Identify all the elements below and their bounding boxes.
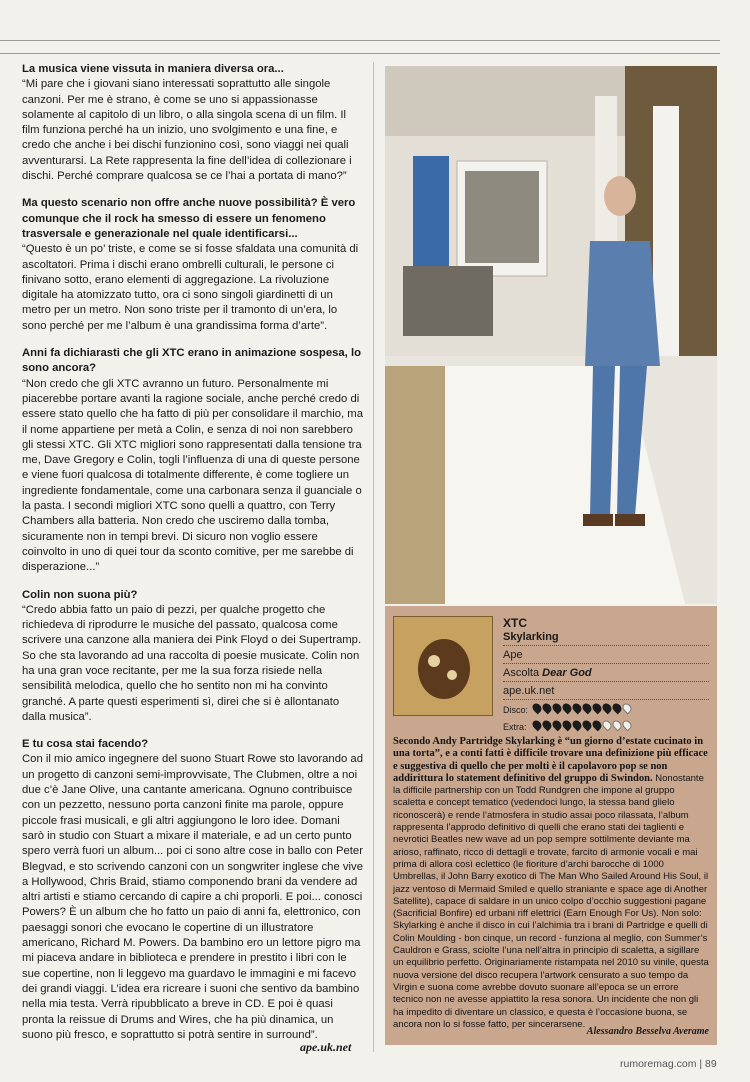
extra-rating	[503, 720, 709, 734]
footer-separator: |	[699, 1058, 706, 1070]
portrait-photo	[385, 66, 717, 604]
top-rule	[0, 40, 720, 41]
question: Anni fa dichiarasti che gli XTC erano in animazione sospesa, lo sono ancora?	[22, 347, 361, 375]
review-header	[393, 616, 709, 734]
answer: “Non credo che gli XTC avranno un futuro. Personalmente mi piacerebbe portare avanti la ragione sociale, anche perché credo di essere stato quello che ha fatto di più per consolidare il marchio, ma il nome appartiene per metà a Colin, e senza di noi non sarebbero gli stessi XTC. Gli XTC migliori sono rappresentati dalla tensione tra me, Dave Gregory e Colin, togli l’influenza di una di queste persone e viene fuori qualcosa di totalmente differente, è come togliere un ingrediente fondamentale, come una carbonara senza il guanciale o la pasta. I secondi migliori XTC sono quelli a quattro, con Terry Chambers alla batteria. Non credo che usciremo dalla tomba, sicuramente non in tempi brevi. Di sicuro non voglio essere coinvolto in uno di quei tour da sconto comitive, per me sarebbe di disperazione...”	[22, 377, 363, 574]
question: Colin non suona più?	[22, 588, 138, 601]
qa-1	[22, 62, 364, 184]
interview-website: ape.uk.net	[300, 1040, 352, 1054]
listen-track: Dear God	[542, 667, 592, 679]
question: E tu cosa stai facendo?	[22, 738, 149, 751]
rating-pin-icon	[621, 719, 634, 732]
column-divider	[373, 62, 374, 1052]
qa-2	[22, 196, 364, 334]
extra-label: Extra:	[503, 722, 527, 732]
disco-label: Disco:	[503, 705, 529, 715]
review-author: Alessandro Besselva Averame	[586, 1026, 709, 1037]
review-lead: Secondo Andy Partridge Skylarking è “un giorno d’estate cucinato in una torta”, e a conti fatti è difficile trovare una definizione più efficace e suggestiva di quello che per molti è il capolavoro pop se non addirittura lo statement definitivo del gruppo di Swindon.	[393, 736, 708, 784]
answer: “Credo abbia fatto un paio di pezzi, per qualche progetto che richiedeva di riprodurre le musiche del passato, qualcosa come scrivere una canzone alla maniera dei Pink Floyd o dei Supertramp. So che sta lavorando ad una raccolta di poesie musicate. Colin non ha una gran voce recitante, per me la sua forza risiede nella sensibilità melodica, quello che ho sentito non mi ha convinto granché. A parte questi esperimenti sì, direi che si è allontanato dalla musica”.	[22, 603, 362, 723]
album-cover-art	[394, 617, 492, 715]
interview-column	[22, 62, 364, 1055]
footer-site: rumoremag.com	[620, 1058, 697, 1070]
question: La musica viene vissuta in maniera diversa ora...	[22, 63, 284, 75]
review-body: Nonostante la difficile partnership con un Todd Rundgren che impone al gruppo scaletta e concept tematico (vedendoci lungo, la stessa band glielo riconoscerà) e rende l’atmosfera in studio assai poco rilassata, l’album rappresenta l’approdo definitivo di quelli che erano stati dei taglienti e nevrotici Beatles new wave ad un pop sempre sottilmente deviante ma arioso, raffinato, ricco di dettagli e trovate, farcito di armonie vocali e mai prima di allora così eclettico (le fioriture d’archi barocche di 1000 Umbrellas, il John Barry exotico di The Man Who Sailed Around His Soul, il jazz ventoso di Mermaid Smiled e quello straniante e space age di Another Satellite), capace di saldare in un unico colpo d’occhio suggestioni pagane (Sacrificial Bonfire) ed urbani riff elettrici (Earn Enough For Us). Non solo: Skylarking è anche il disco in cui l’alchimia tra i brani di Partridge e quelli di Colin Moulding - bon cinque, un record - funziona al meglio, con Summer’s Cauldron e Grass, sciolte l’una nell’altra in principio di scaletta, a sigillare un equilibrio perfetto. Originariamente ristampata nel 2010 su vinile, questa nuova versione del disco recupera l’artwork censurato a suo tempo da Virgin e suona come avrebbe dovuto suonare all’epoca se un errore tecnico non ne avesse appiattito la resa sonora. Un incidente che non gli ha impedito di diventare un classico, e questa è l’occasione buona, se ancora non lo si fosse fatto, per sincerarsene.	[393, 772, 709, 1030]
question: Ma questo scenario non offre anche nuove possibilità? È vero comunque che il rock ha smesso di essere un fenomeno trasversale e generazionale nel quale identificarsi...	[22, 197, 356, 240]
listen-prefix: Ascolta	[503, 667, 543, 679]
qa-3	[22, 346, 364, 575]
answer: “Questo è un po’ triste, e come se si fosse sfaldata una comunità di ascoltatori. Prima i dischi erano ombrelli culturali, le persone ci finivano sotto, erano elementi di aggregazione. La rivoluzione digitale ha atomizzato tutto, ora ci sono singoli giardinetti di un metro per un metro. Non sono triste per il tramonto di un’era, lo sono perché per me l’album è una grandissima forma d’arte”.	[22, 243, 359, 332]
porch-photo-illustration	[385, 66, 717, 604]
page-footer	[620, 1058, 717, 1070]
disco-rating-pins	[533, 703, 633, 717]
review-album: Skylarking	[503, 630, 709, 646]
review-meta	[503, 616, 709, 734]
disco-rating	[503, 703, 709, 717]
extra-rating-pins	[533, 720, 633, 734]
qa-4	[22, 588, 364, 726]
answer: Con il mio amico ingegnere del suono Stuart Rowe sto lavorando ad un progetto di canzoni semi-improvvisate, The Clubmen, oltre a noi due c’è Jane Olive, una cantante americana. Ognuno contribuisce con un pezzetto, nessuno porta canzoni finite ma parole, oppure piccole frasi musicali, e gli altri aggiungono le loro idee. Domani sarò in studio con Stuart a mixare il materiale, e ad un certo punto spero verrà fuori un album... poi ci sono altre cose in ballo con Peter Blegvad, e sto scrivendo canzoni con un songwriter inglese che vive a Hollywood, Chris Braid, stiamo componendo brani da vendere ad altri artisti e stiamo cercando di capire a chi proporli. E poi... conosci Powers? È un album che ho fatto un paio di anni fa, elettronico, con paesaggi sonori che evocano le copertine di un illustratore americano, Richard M. Powers. Da bambino ero un lettore pigro ma mi piaceva andare in biblioteca e prendere in prestito i libri con le sue copertine, non li leggevo ma guardavo le immagini e mi facevo dei grandi viaggi. L’idea era ricreare i suoni che sentivo da bambino nella mia testa. Verrà ripubblicato a breve in CD. E poi è quasi pronta la reissue di Drums and Wires, che ha più dinamica, un suono più fresco, e soprattutto si potrà sentire in surround”.	[22, 753, 363, 1041]
review-listen	[503, 666, 709, 682]
album-review-box	[385, 606, 717, 1045]
page-number: 89	[705, 1058, 717, 1070]
review-text	[393, 736, 709, 1031]
qa-5	[22, 737, 364, 1043]
top-rule-second	[0, 53, 720, 54]
answer: “Mi pare che i giovani siano interessati soprattutto alle singole canzoni. Per me è strano, è come se uno si appassionasse solamente al capitolo di un libro, o alla singola scena di un film. Il film funziona perché ha un inizio, uno svolgimento e una fine, e credo che anche i bei dischi funzionino così, sono viaggi nei quali avventurarsi. La Rete rappresenta la fine dell’idea di collezionare i dischi. Perché comprare qualcosa se ce l’hai a portata di mano?”	[22, 78, 352, 183]
review-label: Ape	[503, 648, 709, 664]
album-cover	[393, 616, 493, 716]
review-website: ape.uk.net	[503, 684, 709, 700]
rating-pin-icon	[621, 702, 634, 715]
review-artist: XTC	[503, 616, 527, 630]
